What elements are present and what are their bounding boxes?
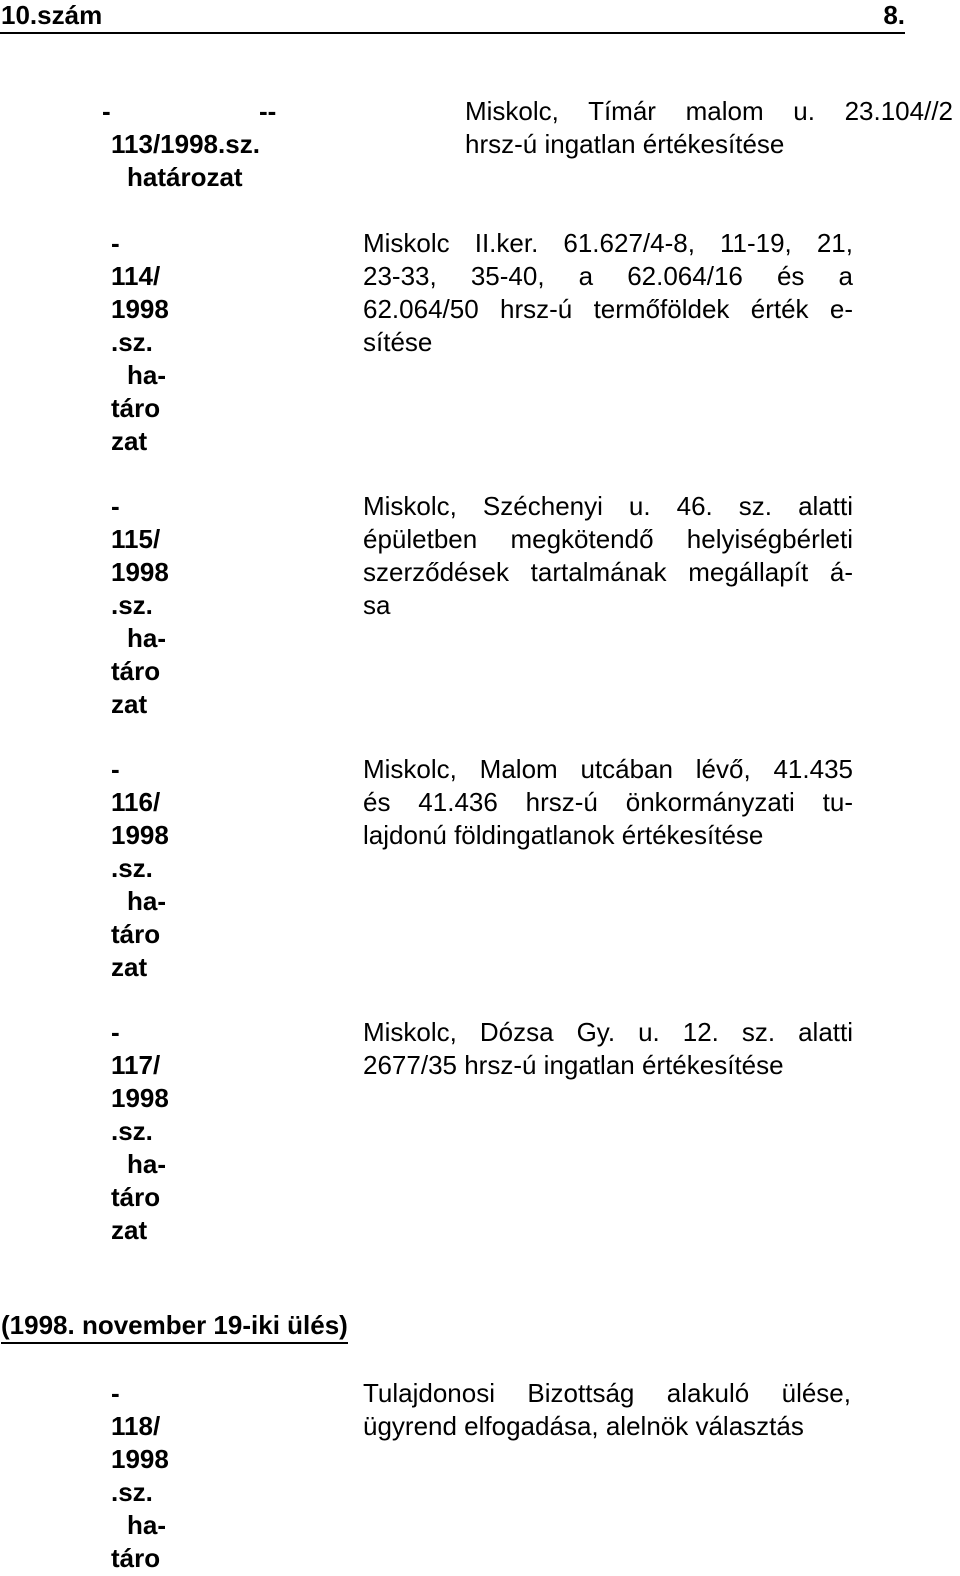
ref-115-line: .sz. <box>111 590 153 620</box>
ref-115-line: - <box>111 491 120 521</box>
ref-113-dash-left: - <box>102 96 111 126</box>
ref-115-line: 1998 <box>111 557 169 587</box>
ref-114-line: 114/ <box>111 261 161 291</box>
ref-117-line: 1998 <box>111 1083 169 1113</box>
desc-115-line3: szerződések tartalmának megállapít á- <box>363 557 853 587</box>
ref-114-line: táro <box>111 393 161 423</box>
desc-115-line1: Miskolc, Széchenyi u. 46. sz. alatti <box>363 491 853 521</box>
desc-114-line2: 23-33, 35-40, a 62.064/16 és a <box>363 261 853 291</box>
desc-116-line2: és 41.436 hrsz-ú önkormányzati tu- <box>363 787 853 817</box>
ref-115-line: ha- <box>127 623 166 653</box>
ref-114-line: .sz. <box>111 327 153 357</box>
ref-116-line: ha- <box>127 886 166 916</box>
desc-118-line1: Tulajdonosi Bizottság alakuló ülése, <box>363 1378 851 1408</box>
ref-116-line: táro <box>111 919 161 949</box>
ref-116-line: 116/ <box>111 787 161 817</box>
ref-114-line: zat <box>111 426 148 456</box>
session-heading: (1998. november 19-iki ülés) <box>1 1309 348 1344</box>
ref-117-line: ha- <box>127 1149 166 1179</box>
desc-113-line2: hrsz-ú ingatlan értékesítése <box>465 129 785 159</box>
ref-117-line: .sz. <box>111 1116 153 1146</box>
page-header <box>0 0 905 34</box>
desc-118-line2: ügyrend elfogadása, alelnök választás <box>363 1411 804 1441</box>
ref-115-line: 115/ <box>111 524 161 554</box>
ref-115-line: zat <box>111 689 148 719</box>
desc-116-line3: lajdonú földingatlanok értékesítése <box>363 820 764 850</box>
desc-114-line3: 62.064/50 hrsz-ú termőföldek érték e- <box>363 294 853 324</box>
ref-116-line: 1998 <box>111 820 169 850</box>
ref-118-line: táro <box>111 1543 161 1573</box>
ref-118-line: - <box>111 1378 120 1408</box>
desc-117-line1: Miskolc, Dózsa Gy. u. 12. sz. alatti <box>363 1017 853 1047</box>
ref-116-line: - <box>111 754 120 784</box>
issue-number: 10.szám <box>1 0 103 30</box>
ref-118-line: 1998 <box>111 1444 169 1474</box>
ref-114-line: - <box>111 228 120 258</box>
ref-113-label: határozat <box>127 162 243 192</box>
desc-116-line1: Miskolc, Malom utcában lévő, 41.435 <box>363 754 853 784</box>
page-number: 8. <box>883 0 905 30</box>
ref-117-line: táro <box>111 1182 161 1212</box>
desc-115-line4: sa <box>363 590 391 620</box>
ref-117-line: 117/ <box>111 1050 161 1080</box>
ref-115-line: táro <box>111 656 161 686</box>
desc-114-line4: sítése <box>363 327 433 357</box>
ref-117-line: zat <box>111 1215 148 1245</box>
desc-113-line1: Miskolc, Tímár malom u. 23.104//2 <box>465 96 953 126</box>
desc-115-line2: épületben megkötendő helyiségbérleti <box>363 524 853 554</box>
ref-114-line: ha- <box>127 360 166 390</box>
ref-118-line: .sz. <box>111 1477 153 1507</box>
ref-118-line: ha- <box>127 1510 166 1540</box>
ref-116-line: zat <box>111 952 148 982</box>
ref-118-line: 118/ <box>111 1411 161 1441</box>
ref-114-line: 1998 <box>111 294 169 324</box>
ref-113-dash-right: -- <box>259 96 277 126</box>
desc-117-line2: 2677/35 hrsz-ú ingatlan értékesítése <box>363 1050 784 1080</box>
ref-113-number: 113/1998.sz. <box>111 129 260 159</box>
ref-117-line: - <box>111 1017 120 1047</box>
ref-116-line: .sz. <box>111 853 153 883</box>
desc-114-line1: Miskolc II.ker. 61.627/4-8, 11-19, 21, <box>363 228 853 258</box>
